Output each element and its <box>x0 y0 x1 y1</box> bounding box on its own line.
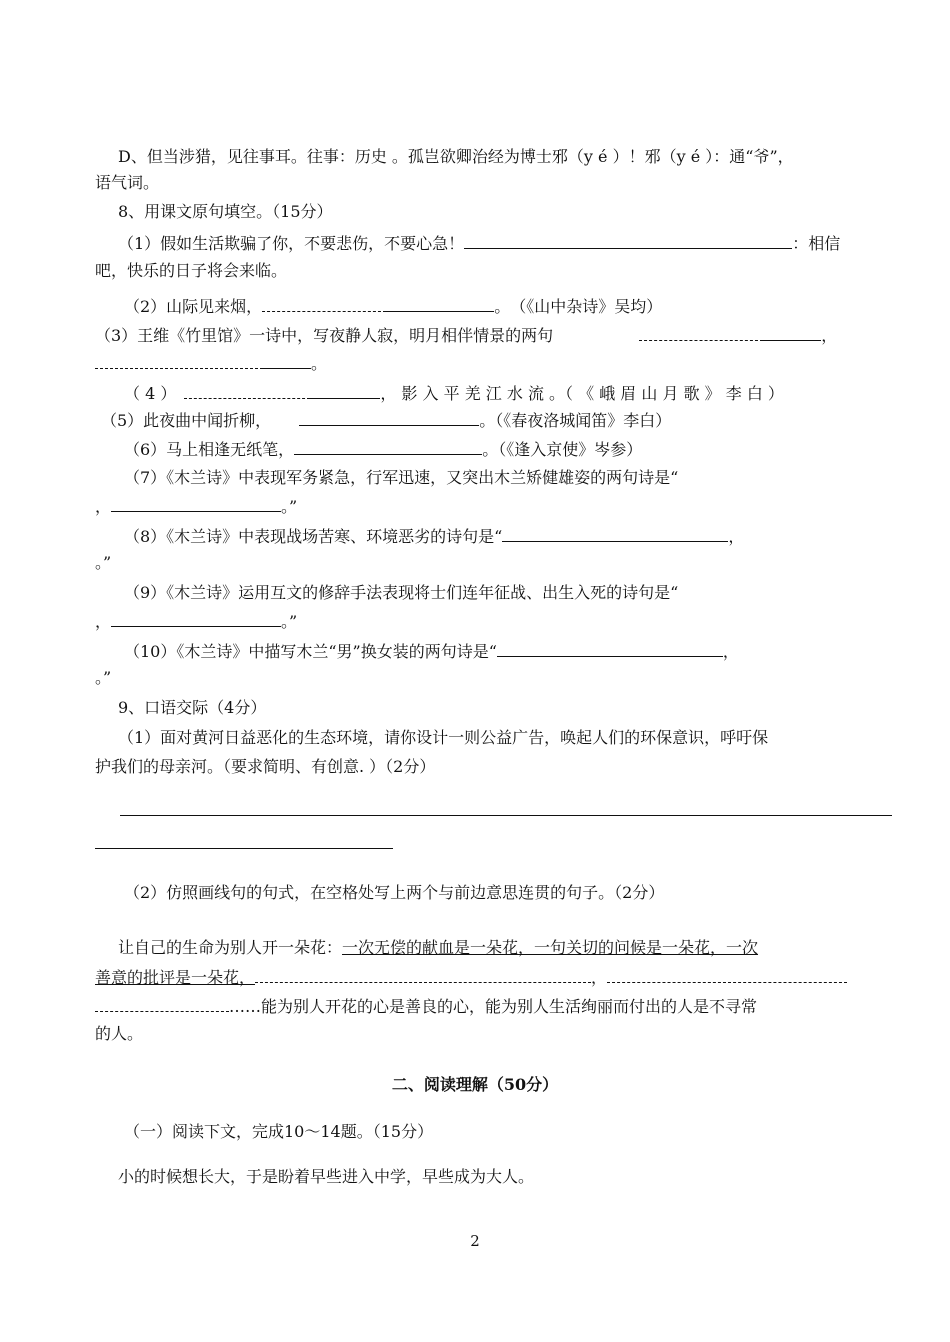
answer-blank[interactable] <box>111 495 281 512</box>
answer-blank[interactable] <box>763 324 821 341</box>
option-d-line2: 语气词。 <box>95 173 160 192</box>
passage-paragraph: 小的时候想长大，于是盼着早些进入中学，早些成为大人。 <box>118 1167 535 1186</box>
q8-item-4: （ 4 ） ， 影 入 平 羌 江 水 流 。（ 《 峨 眉 山 月 歌 》 李 白 ） <box>124 384 784 403</box>
q9-title: 9、口语交际（4分） <box>118 698 267 717</box>
answer-line[interactable] <box>120 815 892 816</box>
answer-blank[interactable] <box>95 352 263 369</box>
page-number: 2 <box>470 1232 480 1250</box>
answer-blank[interactable] <box>497 640 723 657</box>
answer-blank[interactable] <box>255 966 591 983</box>
imitation-line3: ……能为别人开花的心是善良的心，能为别人生活绚丽而付出的人是不寻常 <box>95 995 757 1018</box>
answer-blank[interactable] <box>263 352 311 369</box>
passage-instruction: （一）阅读下文，完成10～14题。（15分） <box>124 1122 434 1141</box>
q8-item-10: （10）《木兰诗》中描写木兰“男”换女装的两句诗是“ ， <box>124 642 739 661</box>
q8-item-1-cont: 吧，快乐的日子将会来临。 <box>95 261 288 280</box>
answer-blank[interactable] <box>95 995 229 1012</box>
q8-item-3: （3）王维《竹里馆》一诗中，写夜静人寂，明月相伴情景的两句 ， <box>95 326 838 345</box>
q8-item-6: （6）马上相逢无纸笔， 。（《逢入京使》岑参） <box>124 440 643 459</box>
section-heading: 二、阅读理解（50分） <box>391 1075 559 1094</box>
imitation-line4: 的人。 <box>95 1024 144 1043</box>
answer-blank[interactable] <box>262 295 386 312</box>
q8-title: 8、用课文原句填空。（15分） <box>118 202 333 221</box>
answer-blank[interactable] <box>639 324 763 341</box>
q8-item-9-cont: ， 。” <box>95 612 298 631</box>
answer-blank[interactable] <box>386 295 494 312</box>
answer-blank[interactable] <box>299 409 479 426</box>
imitation-line1: 让自己的生命为别人开一朵花：一次无偿的献血是一朵花，一句关切的问候是一朵花，一次 <box>118 938 759 957</box>
q9-part2: （2）仿照画线句的句式，在空格处写上两个与前边意思连贯的句子。（2分） <box>124 883 665 902</box>
q9-part1-line1: （1）面对黄河日益恶化的生态环境，请你设计一则公益广告，唤起人们的环保意识，呼吁保 <box>118 728 769 747</box>
answer-blank[interactable] <box>310 382 380 399</box>
answer-blank[interactable] <box>502 525 728 542</box>
imitation-line2: 善意的批评是一朵花， ， <box>95 966 847 989</box>
answer-blank[interactable] <box>607 966 847 983</box>
answer-blank[interactable] <box>111 610 281 627</box>
q8-item-7-cont: ， 。” <box>95 497 298 516</box>
q8-item-10-cont: 。” <box>95 668 112 687</box>
q8-item-8: （8）《木兰诗》中表现战场苦寒、环境恶劣的诗句是“ ， <box>124 527 745 546</box>
q9-part1-line2: 护我们的母亲河。（要求简明、有创意. ）（2分） <box>95 757 436 776</box>
q8-item-7: （7）《木兰诗》中表现军务紧急，行军迅速，又突出木兰矫健雄姿的两句诗是“ <box>124 468 679 487</box>
q8-item-5: （5）此夜曲中闻折柳， 。（《春夜洛城闻笛》李白） <box>101 411 672 430</box>
q8-item-2: （2）山际见来烟， 。 （《山中杂诗》吴均） <box>124 297 663 316</box>
answer-blank[interactable] <box>184 382 310 399</box>
answer-blank[interactable] <box>464 232 792 249</box>
answer-line[interactable] <box>95 848 393 849</box>
option-d-line1: D、但当涉猎，见往事耳。往事：历史 。孤岂欲卿治经为博士邪（y é ）！邪（y é ）：通“爷”， <box>118 147 794 166</box>
q8-item-8-cont: 。” <box>95 553 112 572</box>
q8-item-9: （9）《木兰诗》运用互文的修辞手法表现将士们连年征战、出生入死的诗句是“ <box>124 583 679 602</box>
q8-item-3-cont: 。 <box>95 352 327 375</box>
q8-item-1: （1）假如生活欺骗了你，不要悲伤，不要心急！ ：相信 <box>118 234 841 253</box>
answer-blank[interactable] <box>294 438 482 455</box>
